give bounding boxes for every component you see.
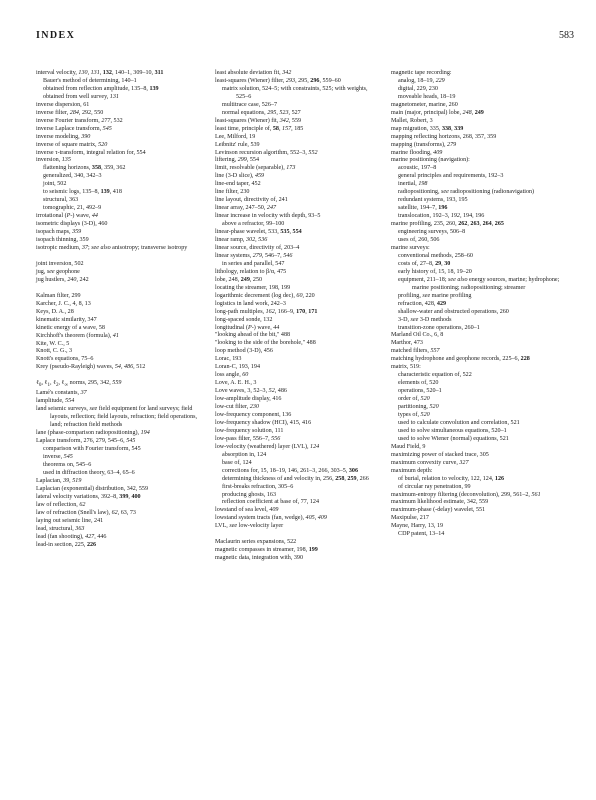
index-entry: maximum-phase (-delay) wavelet, 551 (391, 507, 486, 514)
index-entry: linear-phase wavelet, 533, 535, 554 (215, 229, 302, 236)
index-subentry: elements of, 520 (398, 380, 439, 387)
index-subentry: used to solve Wiener (normal) equations, 521 (398, 435, 509, 442)
index-subentry: analog, 18–19, 229 (398, 77, 445, 84)
letter-group-gap (36, 285, 202, 293)
index-entry: isotropic medium, 37; see also anisotropy; transverse isotropy (36, 244, 188, 251)
index-entry: Loran-C, 193, 194 (215, 364, 261, 371)
index-entry: LVL, see low-velocity layer (215, 523, 284, 530)
letter-group-gap (36, 253, 202, 261)
index-subentry: 3-D, see 3-D methods (398, 316, 452, 323)
index-entry: line layout, directivity of, 241 (215, 197, 288, 204)
index-entry: least time, principle of, 58, 157, 185 (215, 125, 304, 132)
index-entry: kinematic similarity, 347 (36, 316, 97, 323)
index-subentry: characteristic equation of, 522 (398, 372, 472, 379)
index-subentry: costs of, 27–8, 29, 30 (398, 260, 451, 267)
index-entry: linear ramp, 302, 536 (215, 237, 268, 244)
index-entry: magnetic data, integration with, 390 (215, 555, 303, 562)
index-entry: liftering, 299, 554 (215, 157, 260, 164)
index-entry: Leibnitz' rule, 539 (215, 141, 260, 148)
index-entry: Kalman filter, 299 (36, 292, 81, 299)
index-subentry: used to calculate convolution and correlation, 521 (398, 419, 520, 426)
index-subentry: base of, 124 (222, 459, 252, 466)
index-subentry: order of, 520 (398, 396, 430, 403)
index-entry: mapping reflecting horizons, 268, 357, 359 (391, 133, 497, 140)
page-header (36, 30, 574, 44)
index-column-2 (215, 70, 380, 563)
index-entry: line filter, 230 (215, 189, 250, 196)
index-subentry: of burial, relation to velocity, 122, 124, 126 (398, 475, 505, 482)
index-subentry: uses of, 260, 506 (398, 237, 440, 244)
index-entry: Lorac, 193 (215, 356, 242, 363)
index-entry: irrotational (P-) wave, 44 (36, 213, 98, 220)
index-entry: low-frequency shadow (HCI), 415, 416 (215, 419, 312, 426)
index-entry: Kirchhoff's theorem (formula), 41 (36, 332, 119, 339)
letter-group-gap (36, 372, 202, 380)
index-entry: maximum likelihood estimate, 342, 559 (391, 499, 489, 506)
index-subentry: multitrace case, 526–7 (222, 101, 277, 108)
index-entry: loss angle, 60 (215, 372, 249, 379)
index-entry: Knott, C. G., 3 (36, 348, 73, 355)
index-entry: Mallet, Robert, 3 (391, 117, 433, 124)
index-subentry: comparison with Fourier transform, 545 (43, 446, 141, 453)
index-subentry: in series and parallel, 547 (222, 260, 285, 267)
index-entry: locating the streamer, 198, 199 (215, 284, 291, 291)
index-entry: lane (phase-comparison radiopositioning), 194 (36, 430, 150, 437)
index-subentry: reflection coefficient at base of, 77, 124 (222, 499, 320, 506)
index-entry: limit, resolvable (separable), 173 (215, 165, 296, 172)
index-entry: law of reflection, 62 (36, 501, 86, 508)
index-subentry: operations, 520–1 (398, 388, 442, 395)
index-subentry: joint, 502 (43, 181, 67, 188)
index-subentry: corrections for, 15, 18–19, 146, 261–3, 266, 303–5, 306 (222, 467, 359, 474)
index-entry: Levinson recursion algorithm, 552–3, 552 (215, 149, 318, 156)
index-entry: Marland Oil Co., 6, 8 (391, 332, 444, 339)
index-entry: least-squares (Wiener) filter, 293, 295, 296, 559–60 (215, 77, 341, 84)
index-entry: logistics in land work, 242–3 (215, 300, 286, 307)
index-subentry: inverse, 545 (43, 454, 73, 461)
index-subentry: to seismic logs, 135–8, 139, 418 (43, 189, 122, 196)
index-entry: inverse Laplace transform, 545 (36, 125, 112, 132)
index-entry: law of refraction (Snell's law), 62, 63, 73 (36, 509, 136, 516)
index-entry: magnetic tape recording: (391, 70, 452, 76)
letter-group-gap (215, 531, 380, 539)
index-entry: longitudinal (P-) wave, 44 (215, 324, 280, 331)
index-entry: jug, see geophone (36, 268, 80, 275)
index-entry: marine flooding, 409 (391, 149, 443, 156)
index-entry: Lee, Milford, 19 (215, 133, 256, 140)
index-entry: low-frequency solution, 111 (215, 427, 284, 434)
index-subentry: shallow-water and obstructed operations, 260 (398, 308, 509, 315)
index-entry: matrix, 519: (391, 364, 421, 371)
index-entry: inverse of square matrix, 520 (36, 141, 108, 148)
index-subentry: generalized, 340, 342–3 (43, 173, 102, 180)
index-entry: maximum-entropy filtering (deconvolution), 299, 561–2, 561 (391, 491, 541, 498)
index-entry: low-amplitude display, 416 (215, 396, 282, 403)
index-subentry: obtained from reflection amplitude, 135–8, 139 (43, 85, 159, 92)
index-entry: long-spaced sonde, 132 (215, 316, 273, 323)
index-subentry: conventional methods, 258–60 (398, 252, 473, 259)
index-entry: land seismic surveys, see field equipment for land surveys; field layouts, reflection; field layouts, refraction; field operations, land; refraction field methods (36, 406, 198, 429)
index-entry: linear systems, 279, 546–7, 546 (215, 252, 293, 259)
index-entry: map migration, 335, 338, 339 (391, 125, 464, 132)
index-entry: Laplace transform, 276, 279, 545–6, 545 (36, 438, 136, 445)
index-entry: marine positioning (navigation): (391, 157, 470, 164)
index-entry: inverse dispersion, 61 (36, 101, 90, 108)
index-entry: low-velocity (weathered) layer (LVL), 124 (215, 443, 320, 450)
index-subentry: radiopositioning, see radiopositioning (radionavigation) (398, 189, 535, 196)
index-subentry: first-breaks refraction, 305–6 (222, 483, 294, 490)
index-entry: loop method (3-D), 456 (215, 348, 273, 355)
index-entry: inverse Fourier transform, 277, 532 (36, 117, 123, 124)
index-entry: magnetometer, marine, 260 (391, 101, 458, 108)
index-entry: joint inversion, 502 (36, 260, 84, 267)
index-entry: Marthor, 473 (391, 340, 423, 347)
page-number: 583 (559, 30, 574, 41)
index-entry: marine surveys: (391, 244, 430, 251)
index-entry: main (major, principal) lobe, 248, 249 (391, 109, 484, 116)
index-entry: logarithmic decrement (log dec), 60, 220 (215, 292, 315, 299)
index-entry: kinetic energy of a wave, 58 (36, 324, 105, 331)
index-entry: maximizing power of stacked trace, 305 (391, 451, 489, 458)
index-subentry: general principles and requirements, 192–3 (398, 173, 504, 180)
index-entry: lithology, relation to β/α, 475 (215, 268, 287, 275)
index-subentry: matrix solution, 524–5; with constraints, 525; with weights, 525–6 (222, 85, 368, 100)
index-subentry: structural, 363 (43, 197, 79, 204)
index-entry: Kite, W. C., 5 (36, 340, 70, 347)
index-entry: lead (fan shooting), 427, 446 (36, 533, 107, 540)
index-entry: Laplacian, 39, 519 (36, 477, 82, 484)
index-entry: Love waves, 3, 52–3, 52, 486 (215, 388, 287, 395)
index-entry: "looking to the side of the borehole," 488 (215, 340, 316, 347)
index-subentry: profiling, see marine profiling (398, 292, 472, 299)
index-entry: maximum convexity curve, 327 (391, 459, 469, 466)
index-entry: laying out seismic line, 241 (36, 517, 104, 524)
index-entry: least-squares (Wiener) fit, 342, 559 (215, 117, 302, 124)
index-entry: low-frequency component, 136 (215, 411, 292, 418)
index-subentry: satellite, 194–7, 196 (398, 205, 448, 212)
index-subentry: producing ghosts, 163 (222, 491, 276, 498)
index-subentry: moveable heads, 18–19 (398, 93, 456, 100)
index-subentry: refraction, 428, 429 (398, 300, 447, 307)
index-entry: low-cut filter, 230 (215, 404, 259, 411)
index-column-1 (36, 70, 202, 550)
index-subentry: inertial, 198 (398, 181, 428, 188)
index-subentry: Bauer's method of determining, 140–1 (43, 77, 137, 84)
index-subentry: types of, 520 (398, 411, 430, 418)
index-subentry: theorems on, 545–6 (43, 462, 92, 469)
index-entry: Love, A. E. H., 3 (215, 380, 257, 387)
index-entry: Maxipulse, 217 (391, 515, 429, 522)
index-subentry: tomographic, 21, 492–9 (43, 205, 102, 212)
index-subentry: translocation, 192–3, 192, 194, 196 (398, 213, 485, 220)
index-entry: line (3-D slice), 459 (215, 173, 265, 180)
index-entry: Maclaurin series expansions, 522 (215, 539, 297, 546)
index-entry: lead, structural, 363 (36, 525, 85, 532)
index-entry: lowstand of sea level, 409 (215, 507, 279, 514)
index-subentry: flattening horizons, 358, 359, 362 (43, 165, 126, 172)
index-entry: inverse modeling, 390 (36, 133, 91, 140)
index-subentry: equipment, 211–18; see also energy sources, marine; hydrophone; marine positioning; radiopositioning; streamer (398, 276, 560, 291)
index-entry: Lamé's constants, 37 (36, 390, 87, 397)
index-entry: linear array, 247–50, 247 (215, 205, 277, 212)
index-entry: inverse filter, 284, 292, 550 (36, 109, 104, 116)
index-title: INDEX (36, 30, 76, 41)
index-entry: isopach thinning, 359 (36, 237, 89, 244)
index-entry: isopach maps, 359 (36, 229, 82, 236)
index-subentry: used in diffraction theory, 63–4, 65–6 (43, 470, 135, 477)
index-entry: Maud Field, 9 (391, 443, 426, 450)
index-subentry: absorption in, 124 (222, 451, 267, 458)
index-entry: inversion, 135 (36, 157, 71, 164)
index-subentry: transition-zone operations, 260–1 (398, 324, 480, 331)
index-entry: low-pass filter, 556–7, 556 (215, 435, 281, 442)
index-subentry: above a refractor, 99–100 (222, 221, 285, 228)
index-entry: linear increase in velocity with depth, 93–5 (215, 213, 321, 220)
index-entry: linear source, directivity of, 203–4 (215, 244, 300, 251)
index-column-3 (391, 70, 576, 539)
index-entry: Laplacian (exponential) distribution, 342, 559 (36, 485, 149, 492)
index-entry: Krey (pseudo-Rayleigh) waves, 54, 486, 512 (36, 364, 146, 371)
index-subentry: partitioning, 520 (398, 404, 439, 411)
index-entry: mapping (transforms), 279 (391, 141, 457, 148)
index-subentry: redundant systems, 193, 195 (398, 197, 468, 204)
index-entry: jug hustlers, 240, 242 (36, 276, 89, 283)
index-entry: Karcher, J. C., 4, 8, 13 (36, 300, 91, 307)
index-entry: matching hydrophone and geophone records, 225–6, 228 (391, 356, 530, 363)
index-subentry: digital, 229, 230 (398, 85, 438, 92)
index-entry: least absolute deviation fit, 342 (215, 70, 292, 76)
index-subentry: of circular ray penetration, 99 (398, 483, 471, 490)
index-entry: long-path multiples, 162, 166–9, 170, 171 (215, 308, 318, 315)
index-entry: interval velocity, 130, 131, 132, 140–1, 309–10, 311 (36, 70, 164, 76)
index-subentry: used to solve simultaneous equations, 520–1 (398, 427, 507, 434)
index-subentry: engineering surveys, 506–8 (398, 229, 466, 236)
index-entry: matched filters, 557 (391, 348, 440, 355)
index-subentry: acoustic, 197–8 (398, 165, 437, 172)
index-entry: lead-in section, 225, 226 (36, 541, 97, 548)
index-entry: inverse τ-transform, integral relation for, 554 (36, 149, 146, 156)
index-subentry: CDP patent, 13–14 (398, 531, 445, 538)
index-entry: lowstand system tracts (fan, wedge), 405, 409 (215, 515, 327, 522)
index-entry: Knott's equations, 75–6 (36, 356, 94, 363)
index-entry: line-end taper, 452 (215, 181, 261, 188)
index-entry: lateral velocity variations, 392–8, 399, 400 (36, 493, 141, 500)
index-entry: "looking ahead of the bit," 488 (215, 332, 291, 339)
index-entry: lobe, 248, 249, 250 (215, 276, 263, 283)
index-entry: Mayne, Harry, 13, 19 (391, 523, 444, 530)
index-subentry: early history of, 15, 18, 19–20 (398, 268, 472, 275)
index-entry: maximum depth: (391, 467, 433, 474)
index-entry: ℓ$_0$, ℓ$_1$, ℓ$_2$, ℓ$_\infty$ norms, 295, 342, 559 (36, 380, 122, 389)
index-entry: isometric displays (3-D), 460 (36, 221, 108, 228)
index-entry: Keys, D. A., 28 (36, 308, 74, 315)
index-entry: lamplitude, 554 (36, 398, 75, 405)
index-subentry: determining thickness of and velocity in, 256, 258, 259, 266 (222, 475, 369, 482)
index-entry: magnetic compasses in streamer, 198, 199 (215, 547, 318, 554)
index-subentry: normal equations, 295, 523, 527 (222, 109, 301, 116)
index-entry: marine profiling, 235, 260, 262, 263, 264, 265 (391, 221, 504, 228)
index-subentry: obtained from well survey, 131 (43, 93, 119, 100)
